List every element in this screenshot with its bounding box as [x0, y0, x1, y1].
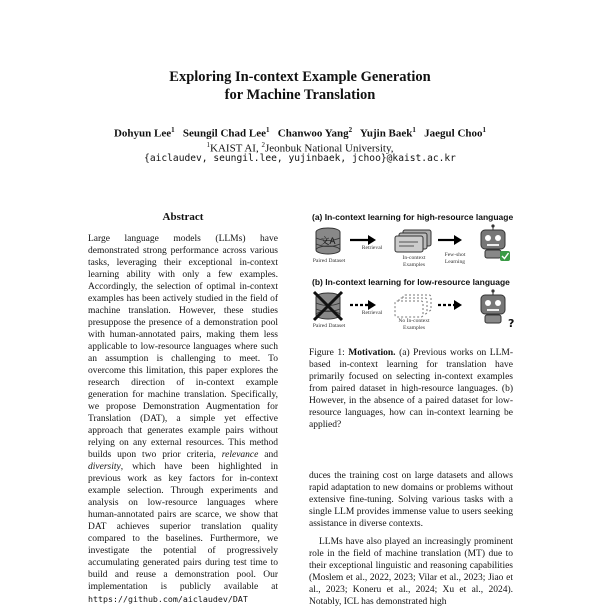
fig-b-examples: No In-context Examples [398, 318, 430, 331]
check-icon [500, 251, 510, 261]
caption-prefix: Figure 1: [309, 348, 349, 358]
dashed-arrow-icon [438, 300, 462, 310]
arrow-icon [350, 235, 376, 245]
empty-cards-icon [395, 295, 431, 317]
robot-icon [481, 289, 505, 323]
fig-a-retrieval: Retrieval [361, 245, 383, 251]
intro-continuation [309, 470, 513, 608]
author-sup: 2 [348, 126, 353, 134]
title-line-2: for Machine Translation [224, 87, 376, 103]
examples-cards-icon [395, 230, 431, 252]
caption-bold: Motivation. [348, 348, 396, 358]
affil-sup-2: 2 [261, 141, 265, 149]
affil-inst-1: KAIST AI, [210, 142, 262, 155]
paper-title [0, 68, 600, 104]
title-line-1: Exploring In-context Example Generation [169, 69, 431, 85]
affil-sup-1: 1 [206, 141, 211, 149]
author: Dohyun Lee [113, 127, 172, 140]
abstract-relevance: relevance [221, 450, 259, 460]
figure-label-b: (b) In-context learning for low-resource language [312, 277, 510, 287]
abstract-text-1: Large language models (LLMs) have demonstrated strong performance across various tasks, leveraging their exceptional in-context learning ability with only a few examples. Accordingly, the selection of optimal in-context examples has been actively studied in the field of machine translation. However, these studies presuppose the presence of a demonstration pool with human-annotated pairs, making them less applicable to low-resource languages where such an assumption is challenging to meet. To overcome this limitation, this paper explores the research direction of in-context example generation for machine translation. Specifically, we propose Demonstration Augmentation for Translation (DAT), a simple yet effective approach that generates example pairs without relying on any external resources. This method builds upon two prior criteria, [88, 234, 278, 460]
abstract-diversity: diversity [88, 462, 121, 472]
author: Chanwoo Yang [277, 127, 349, 140]
author-sup: 1 [412, 126, 416, 134]
author-sup: 1 [266, 126, 270, 134]
author: Seungil Chad Lee [182, 127, 267, 140]
fig-a-examples: In-context Examples [402, 255, 426, 268]
paragraph: LLMs have also played an increasingly prominent role in the field of machine translation (MT) due to their exceptional linguistic and reasoning capabilities (Moslem et al., 2022, 2023; Vilar et al., 2023; Jiao et al., 2023; Koneru et al., 2024; Xu et al., 2024). Notably, ICL has demonstrated high [309, 537, 513, 607]
paragraph: duces the training cost on large datasets and allows rapid adaptation to new domains or problems without extensive fine-tuning. Solving various tasks with a single LLM provides immense value to users seeking assistance in diverse contexts. [309, 471, 513, 529]
fig-a-paired-dataset: Paired Dataset [312, 258, 346, 264]
translate-icon: 文A [320, 237, 336, 247]
author: Yujin Baek [359, 127, 413, 140]
fig-b-paired-dataset: Paired Dataset [312, 323, 346, 329]
affil-inst-2: Jeonbuk National University, [264, 142, 394, 155]
abstract-and: and [258, 450, 279, 460]
author: Jaegul Choo [424, 127, 483, 140]
question-icon: ? [508, 317, 515, 330]
code-url-link[interactable]: https://github.com/aiclaudev/DAT [88, 594, 248, 604]
author-emails: {aiclaudev, seungil.lee, yujinbaek, jchoo}@kaist.ac.kr [144, 153, 456, 164]
caption-text: (a) Previous works on LLM-based in-context learning for translation have primarily focused on selecting in-context examples from paired dataset in high-resource languages. (b) However, in the absence of a paired dataset for low-resource languages, how can in-context learning be applied? [309, 348, 513, 430]
figure-label-a: (a) In-context learning for high-resource language [312, 212, 514, 222]
author-sup: 1 [482, 126, 487, 134]
abstract-body [88, 233, 278, 606]
abstract-heading: Abstract [162, 211, 204, 223]
fig-a-fewshot: Few-shot Learning [444, 252, 466, 265]
author-sup: 1 [171, 126, 175, 134]
abstract-text-2: , which have been highlighted in previous work as key factors for in-context example selection. Through experiments and analysis on low-resource languages where human-annotated pairs are scarce, we show that DAT achieves superior translation quality compared to the baselines. Furthermore, we investigate the potential of progressively accumulating generated pairs during test time to build and reuse a demonstration pool. Our implementation is publicly available at [88, 462, 278, 592]
fig-b-retrieval: Retrieval [361, 310, 383, 316]
figure-caption [309, 347, 513, 431]
arrow-icon [438, 235, 462, 245]
dashed-arrow-icon [350, 300, 376, 310]
